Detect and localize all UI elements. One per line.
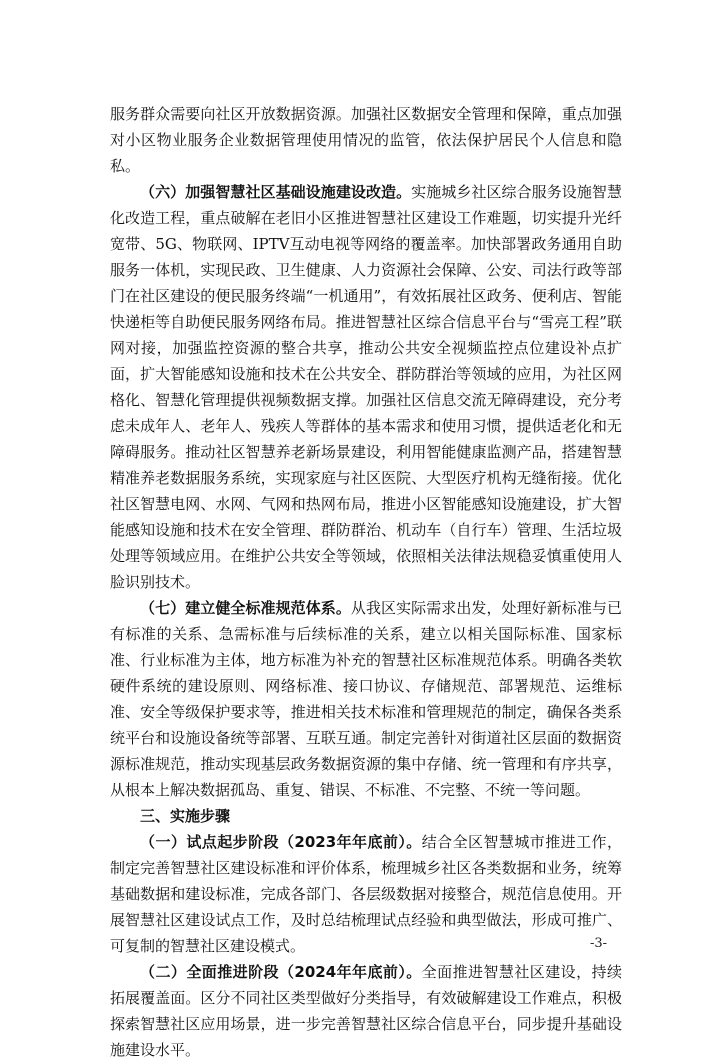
section-heading-6: （六）加强智慧社区基础设施建设改造。 xyxy=(140,183,412,201)
paragraph-text: 结合全区智慧城市推进工作，制定完善智慧社区建设标准和评价体系，梳理城乡社区各类数据和业务，统筹基础数据和建设标准，完成各部门、各层级数据对接整合，规范信息使用。开展智慧社区建设试点工作，及时总结梳理试点经验和典型做法，形成可推广、可复制的智慧社区建设模式。 xyxy=(110,833,622,955)
paragraph-text: 从我区实际需求出发，处理好新标准与已有标准的关系、急需标准与后续标准的关系，建立以相关国际标准、国家标准、行业标准为主体，地方标准为补充的智慧社区标准规范体系。明确各类软硬件系统的建设原则、网络标准、接口协议、存储规范、部署规范、运维标准、安全等级保护要求等，推进相关技术标准和管理规范的制定，确保各类系统平台和设施设备统等部署、互联互通。制定完善针对街道社区层面的数据资源标准规范，推动实现基层政务数据资源的集中存储、统一管理和有序共享，从根本上解决数据孤岛、重复、错误、不标准、不完整、不统一等问题。 xyxy=(110,599,622,799)
page-number: -3- xyxy=(590,936,608,951)
page-body xyxy=(110,101,622,1063)
section-heading-7: （七）建立健全标准规范体系。 xyxy=(140,599,351,617)
paragraph-section-6 xyxy=(110,179,622,595)
step-heading-2: （二）全面推进阶段（2024年年底前）。 xyxy=(140,963,422,981)
chapter-heading: 三、实施步骤 xyxy=(140,807,231,825)
paragraph-text: 服务群众需要向社区开放数据资源。加强社区数据安全管理和保障，重点加强对小区物业服务企业数据管理使用情况的监管，依法保护居民个人信息和隐私。 xyxy=(110,105,622,175)
paragraph-continuation xyxy=(110,101,622,179)
paragraph-step-2 xyxy=(110,959,622,1063)
chapter-heading-implementation-steps xyxy=(110,803,622,829)
step-heading-1: （一）试点起步阶段（2023年年底前）。 xyxy=(140,833,422,851)
paragraph-text: 全面推进智慧社区建设，持续拓展覆盖面。区分不同社区类型做好分类指导，有效破解建设工作难点，积极探索智慧社区应用场景，进一步完善智慧社区综合信息平台，同步提升基础设施建设水平。 xyxy=(110,963,622,1059)
paragraph-step-1 xyxy=(110,829,622,959)
paragraph-text: 实施城乡社区综合服务设施智慧化改造工程，重点破解在老旧小区推进智慧社区建设工作难题，切实提升光纤宽带、5G、物联网、IPTV互动电视等网络的覆盖率。加快部署政务通用自助服务一体机，实现民政、卫生健康、人力资源社会保障、公安、司法行政等部门在社区建设的便民服务终端“一机通用”，有效拓展社区政务、便利店、智能快递柜等自助便民服务网络布局。推进智慧社区综合信息平台与“雪亮工程”联网对接，加强监控资源的整合共享，推动公共安全视频监控点位建设补点扩面，扩大智能感知设施和技术在公共安全、群防群治等领域的应用，为社区网格化、智慧化管理提供视频数据支撑。加强社区信息交流无障碍建设，充分考虑未成年人、老年人、残疾人等群体的基本需求和使用习惯，提供适老化和无障碍服务。推动社区智慧养老新场景建设，利用智能健康监测产品，搭建智慧精准养老数据服务系统，实现家庭与社区医院、大型医疗机构无缝衔接。优化社区智慧电网、水网、气网和热网布局，推进小区智能感知设施建设，扩大智能感知设施和技术在安全管理、群防群治、机动车（自行车）管理、生活垃圾处理等领域应用。在维护公共安全等领域，依照相关法律法规稳妥慎重使用人脸识别技术。 xyxy=(110,183,622,591)
paragraph-section-7 xyxy=(110,595,622,803)
